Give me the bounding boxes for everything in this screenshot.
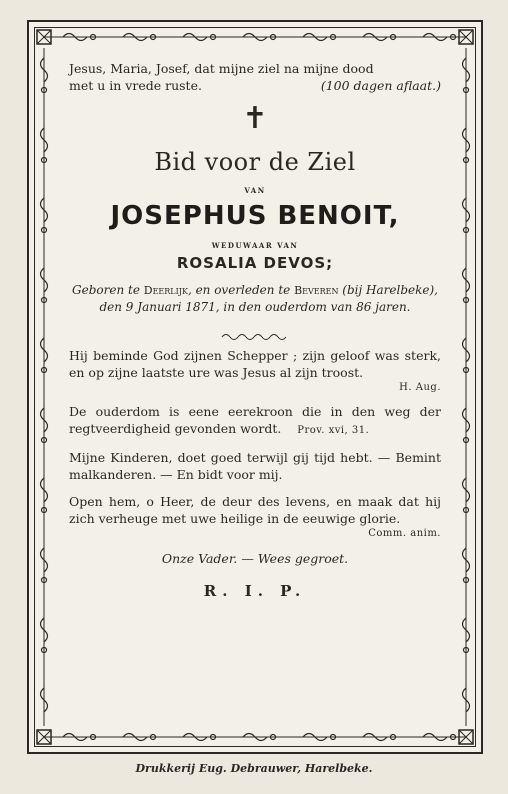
death-text: , en overleden te — [187, 283, 295, 297]
card-content — [69, 60, 441, 600]
date-age-text: (bij Harelbeke), den 9 Januari 1871, in den ouderdom van 86 jaren. — [99, 283, 438, 314]
birth-place: Deerlijk — [143, 284, 188, 297]
divider-swirl-icon — [69, 327, 441, 337]
rip-text: R. I. P. — [203, 582, 307, 600]
quote-4-ref: Comm. anim. — [368, 528, 441, 539]
quote-4-text: Open hem, o Heer, de deur des levens, en maak dat hij zich verheuge met uwe heilige in de eeuwige glorie. — [69, 494, 441, 526]
prayer-line-1: Jesus, Maria, Josef, dat mijne ziel na mijne dood — [69, 61, 374, 76]
widower-label: WEDUWAAR VAN — [211, 241, 299, 250]
quote-1-text: Hij beminde God zijnen Schepper ; zijn geloof was sterk, en op zijne laatste ure was Jesus al zijn troost. — [69, 348, 441, 380]
cross-icon: ✝ — [242, 101, 268, 136]
birth-death-details — [69, 282, 441, 315]
page-title: Bid voor de Ziel — [154, 148, 356, 176]
prayer-line-2-row — [69, 77, 441, 94]
corner-ornament-icon — [456, 727, 476, 747]
bottom-ornament-border — [43, 728, 467, 746]
quote-2-ref: Prov. xvi, 31. — [297, 425, 370, 436]
prayer-line-2: met u in vrede ruste. — [69, 78, 202, 93]
death-place: Beveren — [294, 284, 339, 297]
closing-prayers: Onze Vader. — Wees gegroet. — [161, 551, 349, 566]
left-ornament-border — [35, 48, 53, 726]
quote-2 — [69, 403, 441, 439]
top-ornament-border — [43, 28, 467, 46]
quote-4 — [69, 493, 441, 539]
memorial-card — [27, 20, 483, 754]
right-ornament-border — [457, 48, 475, 726]
quote-3-text: Mijne Kinderen, doet goed terwijl gij tijd hebt. — Bemint malkanderen. — En bidt voor mij. — [69, 450, 441, 482]
deceased-name: JOSEPHUS BENOIT, — [110, 201, 400, 231]
quote-1-ref: H. Aug. — [399, 382, 441, 393]
quote-3 — [69, 449, 441, 483]
corner-ornament-icon — [34, 727, 54, 747]
spouse-name: ROSALIA DEVOS; — [176, 254, 334, 272]
indulgence-note: (100 dagen aflaat.) — [320, 78, 441, 93]
corner-ornament-icon — [34, 27, 54, 47]
corner-ornament-icon — [456, 27, 476, 47]
indulgence-prayer — [69, 60, 441, 94]
printer-imprint: Drukkerij Eug. Debrauwer, Harelbeke. — [135, 762, 373, 775]
van-label: VAN — [244, 186, 266, 195]
quote-2-text: De ouderdom is eene eerekroon die in den weg der regtveerdigheid gevonden wordt. Prov. xvi, 31. — [69, 404, 441, 436]
quote-1 — [69, 347, 441, 393]
birth-text: Geboren te — [72, 283, 144, 297]
